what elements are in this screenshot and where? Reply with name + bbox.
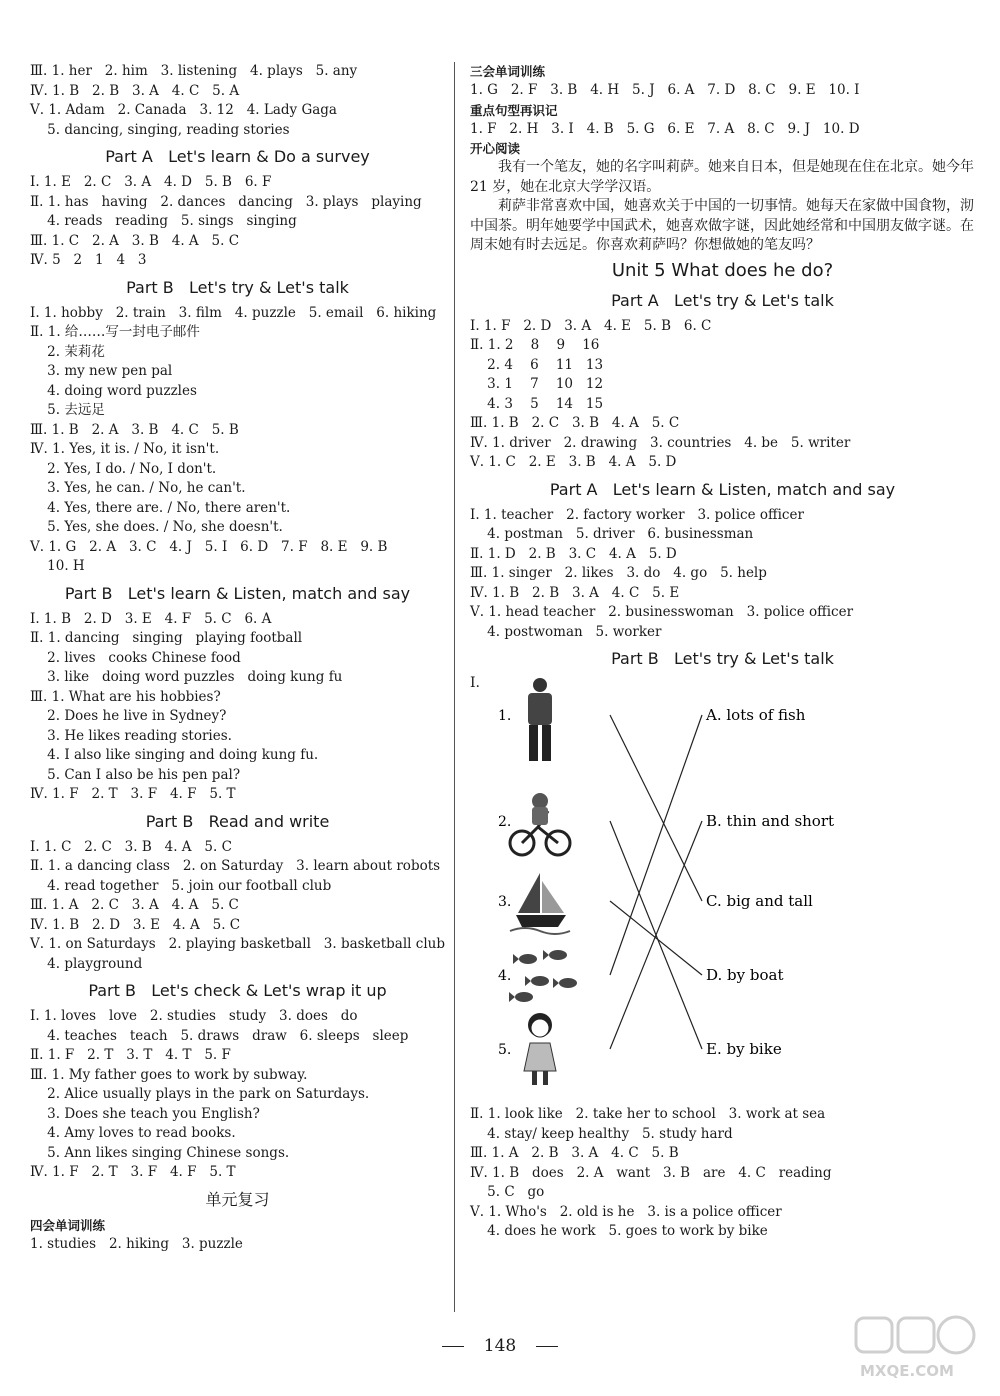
answer-line: 5. Can I also be his pen pal? — [30, 766, 241, 783]
answer-line: Ⅲ. 1. C 2. A 3. B 4. A 5. C — [30, 232, 240, 249]
answer-line: 4. teaches teach 5. draws draw 6. sleeps sleep — [30, 1027, 409, 1044]
answer-line: Ⅱ. 1. has having 2. dances dancing 3. plays playing — [30, 193, 422, 210]
watermark-logo — [852, 1312, 982, 1382]
picture-4 — [509, 950, 577, 1002]
answer-line: Ⅴ. 1. Who's 2. old is he 3. is a police officer — [470, 1203, 782, 1220]
answer-line: Ⅲ. 1. What are his hobbies? — [30, 688, 221, 705]
subheading: 四会单词训练 — [30, 1217, 106, 1233]
answer-line: Ⅱ. 1. a dancing class 2. on Saturday 3. learn about robots — [30, 858, 441, 874]
section-heading: 单元复习 — [205, 1189, 270, 1209]
answer-line: 4. doing word puzzles — [30, 382, 197, 399]
answer-line: 2. 4 6 11 13 — [470, 356, 604, 373]
answer-line: Ⅳ. 1. B 2. B 3. A 4. C 5. A — [30, 82, 240, 99]
answer-line: Ⅲ. 1. B 2. A 3. B 4. C 5. B — [30, 421, 239, 438]
column-divider — [454, 62, 455, 1312]
answer-line: Ⅲ. 1. singer 2. likes 3. do 4. go 5. help — [470, 565, 767, 581]
answer-line: Ⅳ. 1. B does 2. A want 3. B are 4. C reading — [470, 1164, 832, 1181]
page-number — [0, 1336, 1000, 1356]
answer-line: Ⅰ. 1. hobby 2. train 3. film 4. puzzle 5. email 6. hiking — [30, 304, 437, 321]
answer-line: 4. I also like singing and doing kung fu. — [30, 747, 319, 763]
section-heading: Part B Let's try & Let's talk — [126, 277, 349, 297]
answer-line: Ⅴ. 1. C 2. E 3. B 4. A 5. D — [470, 454, 677, 470]
answer-line: 2. Alice usually plays in the park on Saturdays. — [30, 1086, 370, 1102]
answer-line: 5. 去远足 — [30, 402, 105, 418]
answer-line: 3. my new pen pal — [30, 363, 173, 379]
picture-1 — [528, 678, 552, 761]
answer-line: Ⅴ. 1. Adam 2. Canada 3. 12 4. Lady Gaga — [30, 102, 337, 118]
watermark-text: MXQE.COM — [860, 1362, 954, 1380]
answer-line: 5. Ann likes singing Chinese songs. — [30, 1144, 290, 1161]
answer-line: Ⅳ. 5 2 1 4 3 — [30, 252, 147, 268]
right-column — [470, 62, 975, 1242]
section-heading: Part B Read and write — [145, 811, 330, 831]
answer-line: 3. He likes reading stories. — [30, 727, 232, 744]
unit-title: Unit 5 What does he do? — [611, 259, 834, 281]
answer-line: Ⅴ. 1. head teacher 2. businesswoman 3. police officer — [470, 604, 854, 620]
picture-2 — [510, 793, 570, 855]
answer-line: Ⅰ. 1. C 2. C 3. B 4. A 5. C — [30, 838, 232, 855]
answer-line: 4. postwoman 5. worker — [470, 623, 662, 640]
matching-figure — [470, 675, 975, 1105]
page-rule-left — [442, 1346, 464, 1347]
match-number: 3. — [498, 894, 512, 910]
answer-line: Ⅴ. 1. on Saturdays 2. playing basketball 3. basketball club — [30, 936, 445, 952]
answer-line: Ⅱ. 1. D 2. B 3. C 4. A 5. D — [470, 545, 677, 562]
answer-line: Ⅴ. 1. G 2. A 3. C 4. J 5. I 6. D 7. F 8. E 9. B — [30, 538, 388, 555]
answer-line: 5. dancing, singing, reading stories — [30, 121, 290, 138]
answer-line: 4. postman 5. driver 6. businessman — [470, 526, 754, 542]
answer-line: Ⅳ. 1. driver 2. drawing 3. countries 4. be 5. writer — [470, 434, 851, 451]
section-heading: Part A Let's learn & Listen, match and say — [549, 479, 896, 499]
matching-roman: Ⅰ. — [470, 675, 480, 691]
section-heading: Part A Let's try & Let's talk — [611, 290, 834, 310]
answer-line: Ⅳ. 1. F 2. T 3. F 4. F 5. T — [30, 1164, 236, 1180]
match-option: D. by boat — [706, 966, 784, 984]
answer-line: Ⅱ. 1. look like 2. take her to school 3. work at sea — [470, 1106, 826, 1122]
answer-line: Ⅲ. 1. A 2. B 3. A 4. C 5. B — [470, 1145, 679, 1161]
answer-line: 3. 1 7 10 12 — [470, 376, 604, 392]
match-option: B. thin and short — [706, 812, 835, 830]
answer-line: Ⅰ. 1. loves love 2. studies study 3. does do — [30, 1008, 358, 1024]
answer-line: 3. Does she teach you English? — [30, 1105, 260, 1122]
match-number: 4. — [498, 968, 512, 984]
answer-line: Ⅳ. 1. B 2. D 3. E 4. A 5. C — [30, 916, 241, 933]
answer-line: Ⅳ. 1. Yes, it is. / No, it isn't. — [30, 441, 220, 457]
answer-line: 4. Amy loves to read books. — [30, 1125, 236, 1141]
answer-line: 4. 3 5 14 15 — [470, 395, 604, 412]
left-column — [30, 62, 445, 1254]
picture-3 — [510, 873, 570, 934]
answer-line: 3. Yes, he can. / No, he can't. — [30, 480, 246, 496]
subheading: 三会单词训练 — [470, 64, 546, 79]
match-option: A. lots of fish — [706, 706, 806, 724]
answer-line: 4. Yes, there are. / No, there aren't. — [30, 499, 291, 516]
subheading: 重点句型再识记 — [470, 102, 558, 118]
section-heading: Part B Let's learn & Listen, match and say — [64, 583, 411, 603]
picture-5 — [524, 1013, 556, 1085]
answer-line: 3. like doing word puzzles doing kung fu — [30, 669, 343, 685]
match-number: 5. — [498, 1042, 512, 1058]
match-number: 1. — [498, 708, 512, 724]
answer-line: Ⅳ. 1. B 2. B 3. A 4. C 5. E — [470, 584, 680, 601]
answer-line: 1. G 2. F 3. B 4. H 5. J 6. A 7. D 8. C 9. E 10. I — [470, 82, 860, 98]
answer-line: Ⅰ. 1. B 2. D 3. E 4. F 5. C 6. A — [30, 610, 272, 627]
answer-line: Ⅲ. 1. her 2. him 3. listening 4. plays 5. any — [30, 63, 358, 79]
match-option: C. big and tall — [706, 892, 813, 910]
match-line — [610, 901, 702, 975]
answer-line: 4. stay/ keep healthy 5. study hard — [470, 1125, 733, 1142]
section-heading: Part B Let's check & Let's wrap it up — [88, 981, 387, 1000]
answer-line: Ⅰ. 1. F 2. D 3. A 4. E 5. B 6. C — [470, 317, 712, 334]
answer-line: 4. read together 5. join our football club — [30, 877, 332, 894]
page-rule-right — [536, 1346, 558, 1347]
answer-line: 2. Yes, I do. / No, I don't. — [30, 460, 217, 477]
matching-exercise — [470, 675, 975, 1105]
answer-line: 1. studies 2. hiking 3. puzzle — [30, 1235, 243, 1252]
match-line — [610, 715, 702, 901]
section-heading: Part A Let's learn & Do a survey — [105, 147, 370, 166]
answer-line: 1. F 2. H 3. I 4. B 5. G 6. E 7. A 8. C 9. J 10. D — [470, 120, 860, 137]
answer-line: Ⅳ. 1. F 2. T 3. F 4. F 5. T — [30, 786, 236, 802]
answer-line: Ⅲ. 1. My father goes to work by subway. — [30, 1066, 308, 1083]
reading-paragraph: 莉萨非常喜欢中国，她喜欢关于中国的一切事情。她每天在家做中国食物，沏中国茶。明年她要学中国武术，她喜欢做字谜，因此她经常和中国朋友做字谜。在周末她有时去远足。你喜欢莉萨吗？你想做她的笔友吗？ — [470, 198, 974, 253]
right-top-section — [470, 62, 975, 670]
answer-line: Ⅱ. 1. F 2. T 3. T 4. T 5. F — [30, 1047, 231, 1063]
answer-line: Ⅱ. 1. 2 8 9 16 — [470, 337, 600, 353]
match-option: E. by bike — [706, 1040, 782, 1058]
reading-paragraph: 我有一个笔友，她的名字叫莉萨。她来自日本，但是她现在住在北京。她今年 21 岁，她在北京大学学汉语。 — [470, 159, 974, 195]
answer-line: 5. Yes, she does. / No, she doesn't. — [30, 519, 283, 535]
answer-line: Ⅰ. 1. teacher 2. factory worker 3. police officer — [470, 506, 804, 523]
subheading: 开心阅读 — [470, 141, 521, 156]
answer-line: 4. playground — [30, 955, 143, 972]
answer-line: 5. C go — [470, 1184, 545, 1200]
answer-line: 4. reads reading 5. sings singing — [30, 213, 297, 229]
answer-line: 2. lives cooks Chinese food — [30, 649, 241, 666]
match-number: 2. — [498, 814, 512, 830]
answer-line: Ⅲ. 1. A 2. C 3. A 4. A 5. C — [30, 897, 239, 913]
right-bottom-section — [470, 1105, 975, 1242]
answer-line: 10. H — [30, 558, 85, 574]
page-number-text: 148 — [483, 1336, 517, 1356]
answer-line: Ⅰ. 1. E 2. C 3. A 4. D 5. B 6. F — [30, 174, 272, 190]
answer-line: 2. 茉莉花 — [30, 343, 105, 360]
answer-line: 2. Does he live in Sydney? — [30, 708, 227, 724]
answer-line: 4. does he work 5. goes to work by bike — [470, 1223, 768, 1239]
answer-line: Ⅱ. 1. dancing singing playing football — [30, 630, 303, 646]
answer-line: Ⅲ. 1. B 2. C 3. B 4. A 5. C — [470, 415, 680, 431]
answer-line: Ⅱ. 1. 给……写一封电子邮件 — [30, 324, 200, 340]
section-heading: Part B Let's try & Let's talk — [611, 649, 834, 668]
